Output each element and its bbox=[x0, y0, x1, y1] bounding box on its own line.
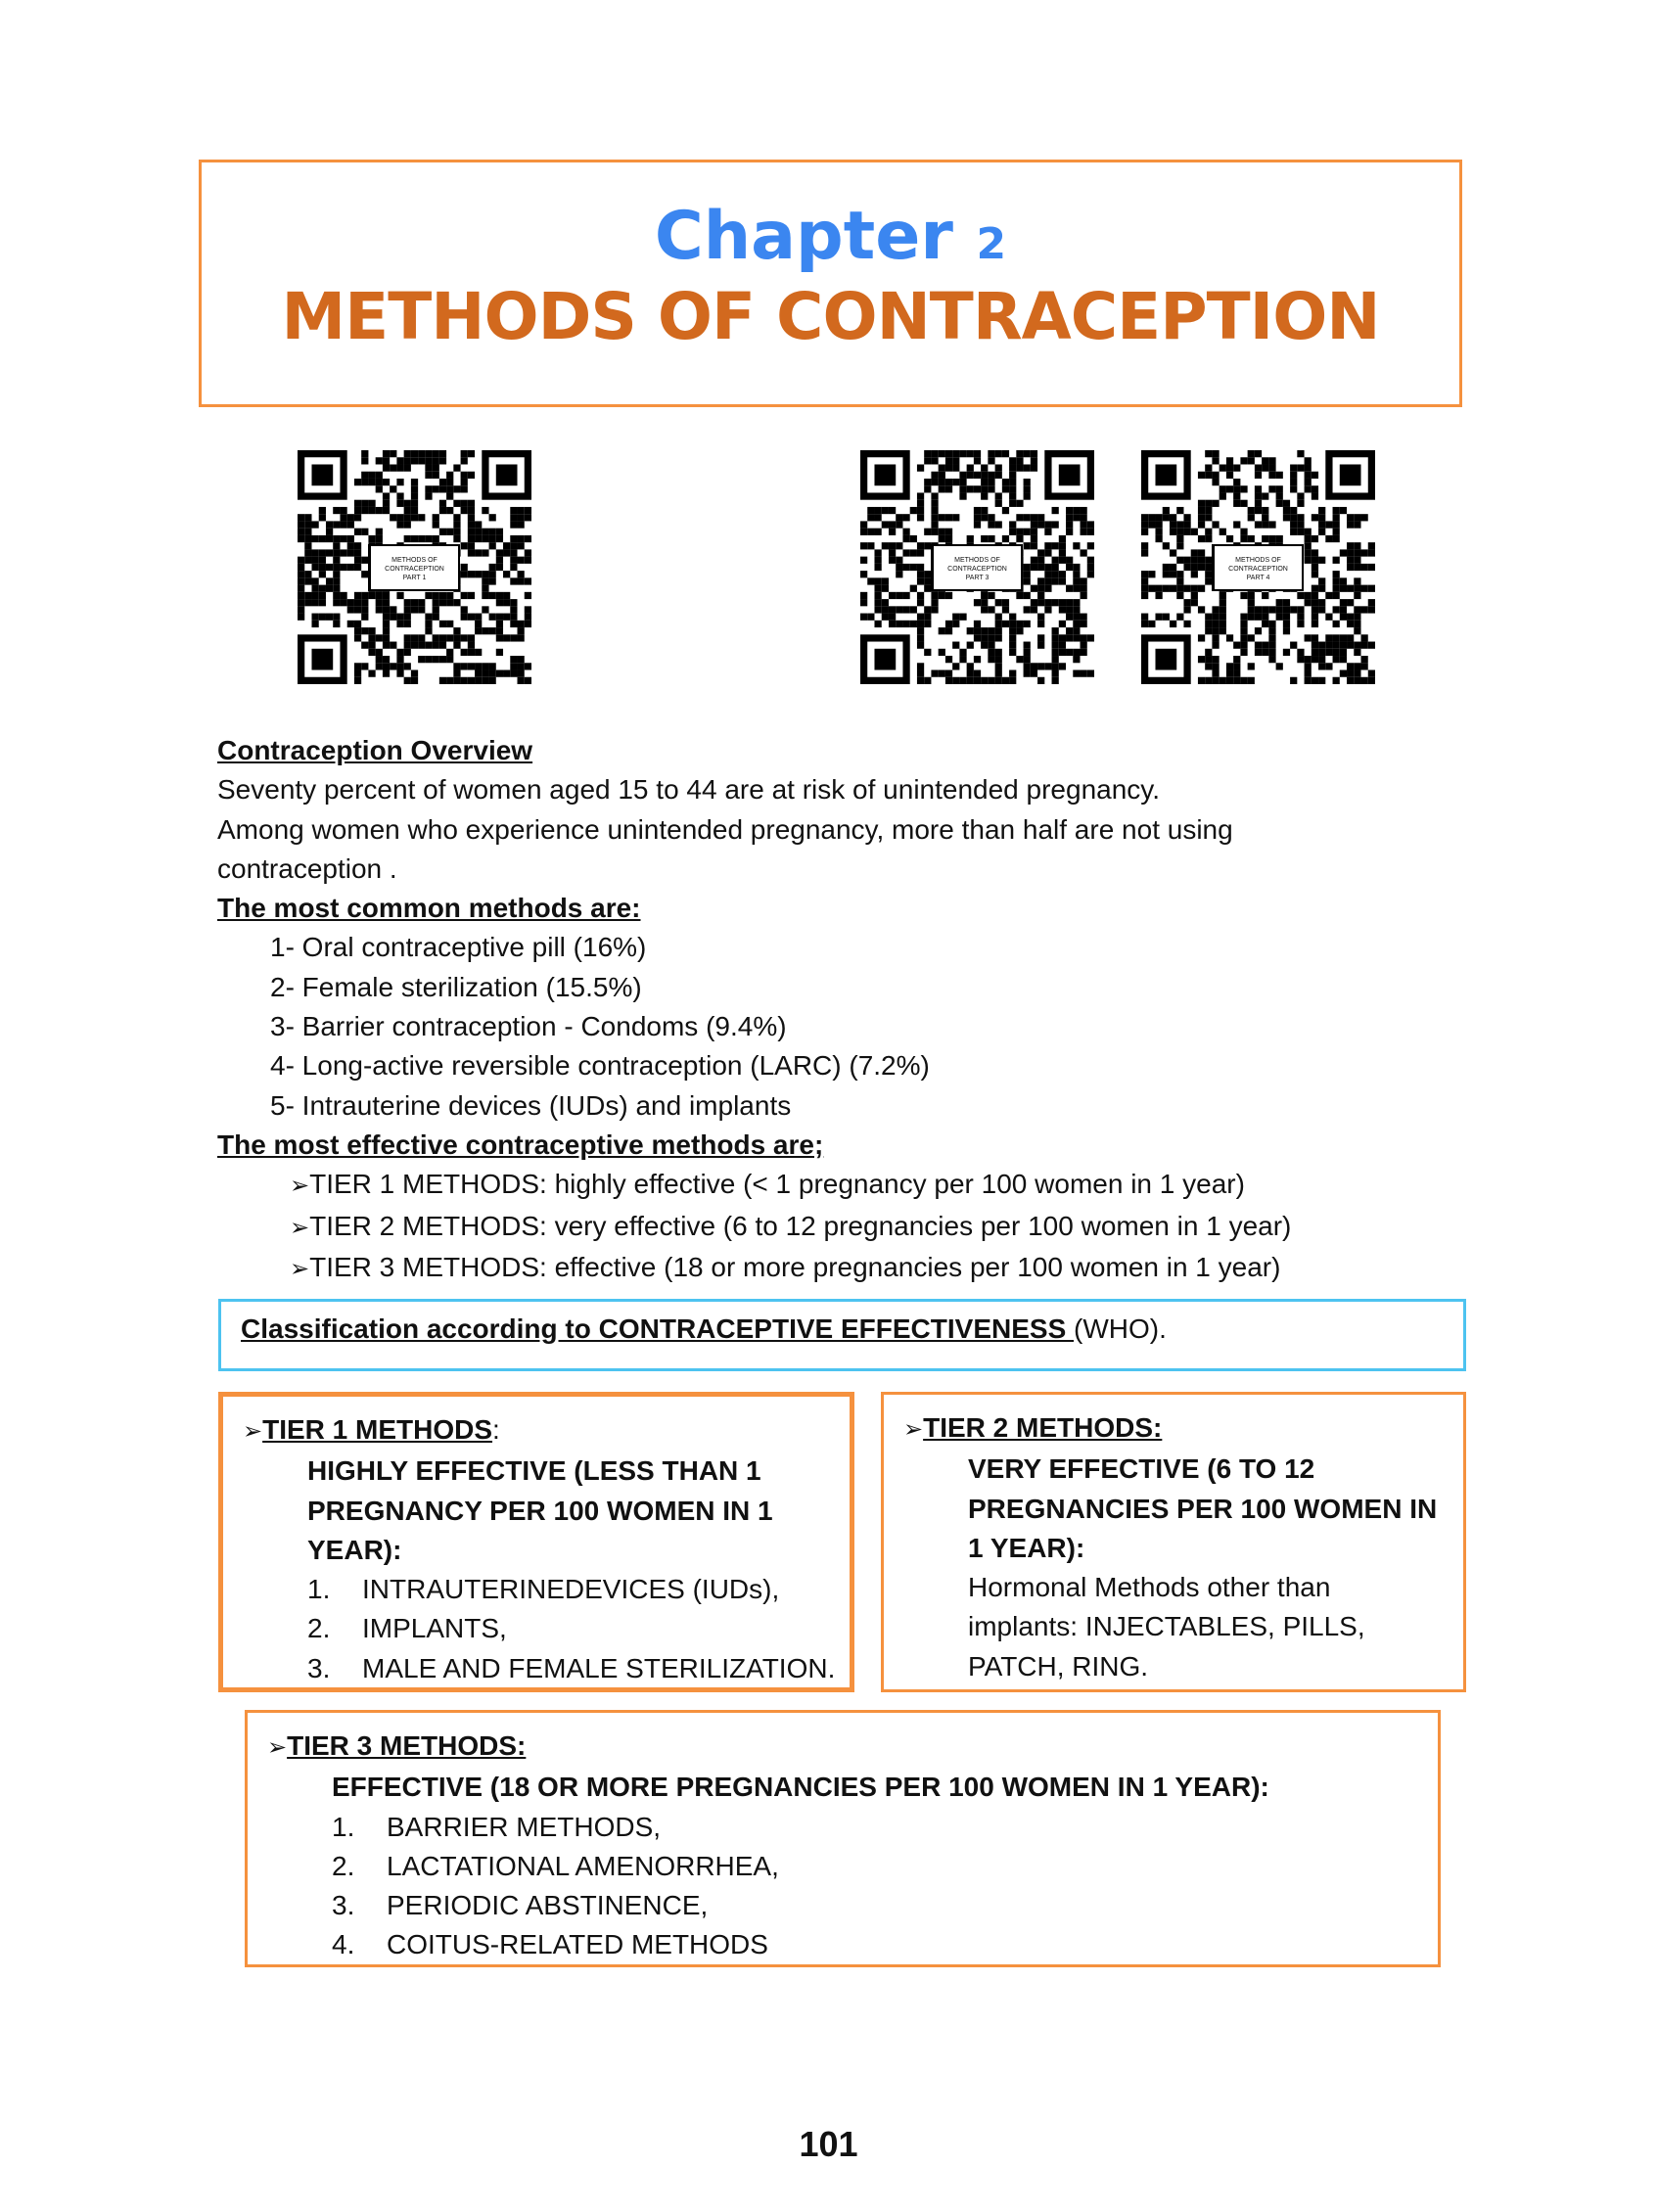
tier-3-item: 4. COITUS-RELATED METHODS bbox=[332, 1929, 768, 1960]
effective-method-item: ➢TIER 2 METHODS: very effective (6 to 12 pregnancies per 100 women in 1 year) bbox=[290, 1210, 1292, 1241]
tier-3-title: TIER 3 METHODS: bbox=[287, 1730, 527, 1761]
effective-methods-heading: The most effective contraceptive methods are; bbox=[217, 1129, 824, 1160]
tier-2-title: TIER 2 METHODS: bbox=[923, 1412, 1163, 1443]
effective-method-item: ➢TIER 3 METHODS: effective (18 or more pregnancies per 100 women in 1 year) bbox=[290, 1251, 1281, 1282]
tier-1-desc: YEAR): bbox=[307, 1534, 402, 1565]
tier-3-item: 3. PERIODIC ABSTINENCE, bbox=[332, 1890, 709, 1921]
tier-2-text: Hormonal Methods other than bbox=[968, 1572, 1331, 1603]
tier-3-item: 1. BARRIER METHODS, bbox=[332, 1811, 662, 1842]
qr-label: METHODS OF CONTRACEPTION PART 1 bbox=[368, 544, 460, 591]
arrow-bullet-icon: ➢ bbox=[290, 1255, 310, 1282]
arrow-bullet-icon: ➢ bbox=[290, 1214, 310, 1241]
qr-code-part-4 bbox=[1141, 450, 1375, 684]
arrow-bullet-icon: ➢ bbox=[903, 1416, 924, 1443]
tier-2-desc: PREGNANCIES PER 100 WOMEN IN bbox=[968, 1493, 1438, 1524]
common-method-item: 4- Long-active reversible contraception (LARC) (7.2%) bbox=[270, 1050, 930, 1082]
effective-method-item: ➢TIER 1 METHODS: highly effective (< 1 pregnancy per 100 women in 1 year) bbox=[290, 1169, 1245, 1200]
classification-box bbox=[218, 1299, 1466, 1371]
tier-3-box bbox=[245, 1710, 1441, 1967]
classification-suffix: (WHO). bbox=[1074, 1313, 1167, 1344]
qr-label: METHODS OF CONTRACEPTION PART 4 bbox=[1212, 544, 1304, 591]
chapter-word: Chapter bbox=[654, 198, 953, 275]
overview-section bbox=[217, 731, 1291, 1289]
tier-1-box: ➢TIER 1 METHODS: HIGHLY EFFECTIVE (LESS THAN 1 PREGNANCY PER 100 WOMEN IN 1 YEAR): 1. INTRAUTERINEDEVICES (IUDs), 2. IMPLANTS, 3. MALE AND FEMALE STERILIZATION. bbox=[218, 1392, 854, 1692]
qr-code-part-1 bbox=[298, 450, 531, 684]
tier-1-item: 1. INTRAUTERINEDEVICES (IUDs), bbox=[307, 1574, 780, 1605]
common-method-item: 5- Intrauterine devices (IUDs) and implants bbox=[270, 1089, 792, 1121]
common-method-item: 2- Female sterilization (15.5%) bbox=[270, 971, 642, 1002]
tier-2-box bbox=[881, 1392, 1466, 1692]
tier-2-text: implants: INJECTABLES, PILLS, bbox=[968, 1611, 1365, 1642]
tier-3-item: 2. LACTATIONAL AMENORRHEA, bbox=[332, 1850, 779, 1881]
chapter-number: 2 bbox=[976, 219, 1007, 269]
tier-1-item: 2. IMPLANTS, bbox=[307, 1613, 507, 1644]
tier-3-desc: EFFECTIVE (18 OR MORE PREGNANCIES PER 100 WOMEN IN 1 YEAR): bbox=[332, 1772, 1269, 1803]
overview-heading: Contraception Overview bbox=[217, 735, 533, 765]
chapter-title: METHODS OF CONTRACEPTION bbox=[281, 279, 1380, 354]
arrow-bullet-icon: ➢ bbox=[290, 1173, 310, 1200]
page-number: 101 bbox=[799, 2124, 858, 2164]
tier-2-desc: VERY EFFECTIVE (6 TO 12 bbox=[968, 1453, 1315, 1485]
tier-2-text: PATCH, RING. bbox=[968, 1650, 1149, 1682]
tier-2-desc: 1 YEAR): bbox=[968, 1532, 1085, 1563]
chapter-label bbox=[202, 198, 1459, 275]
arrow-bullet-icon: ➢ bbox=[243, 1418, 263, 1445]
common-method-item: 1- Oral contraceptive pill (16%) bbox=[270, 932, 647, 963]
common-methods-heading: The most common methods are: bbox=[217, 893, 641, 924]
qr-code-part-3 bbox=[860, 450, 1094, 684]
arrow-bullet-icon: ➢ bbox=[267, 1734, 288, 1761]
tier-1-title: TIER 1 METHODS bbox=[262, 1414, 493, 1445]
overview-line: contraception . bbox=[217, 853, 397, 884]
chapter-header-box bbox=[199, 160, 1462, 407]
overview-line: Among women who experience unintended pregnancy, more than half are not using bbox=[217, 813, 1233, 845]
qr-label: METHODS OF CONTRACEPTION PART 3 bbox=[931, 544, 1023, 591]
common-method-item: 3- Barrier contraception - Condoms (9.4%) bbox=[270, 1011, 787, 1042]
classification-heading: Classification according to CONTRACEPTIVE EFFECTIVENESS bbox=[241, 1313, 1075, 1344]
tier-1-desc: PREGNANCY PER 100 WOMEN IN 1 bbox=[307, 1495, 773, 1526]
overview-line: Seventy percent of women aged 15 to 44 are at risk of unintended pregnancy. bbox=[217, 774, 1160, 806]
tier-1-item: 3. MALE AND FEMALE STERILIZATION. bbox=[307, 1652, 836, 1683]
tier-1-desc: HIGHLY EFFECTIVE (LESS THAN 1 bbox=[307, 1455, 761, 1487]
